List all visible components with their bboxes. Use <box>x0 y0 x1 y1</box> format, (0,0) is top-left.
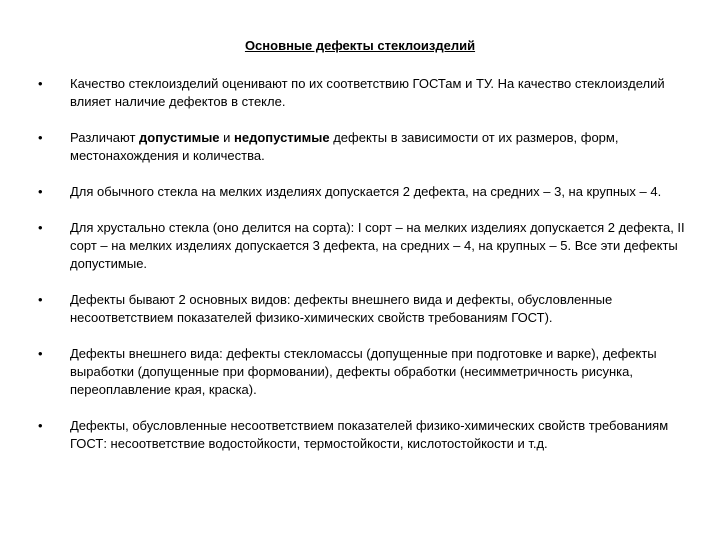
bullet-text: Дефекты, обусловленные несоответствием показателей физико-химических свойств требованиям ГОСТ: несоответствие водостойкости, термостойкости, кислотостойкости и т.д. <box>70 418 669 451</box>
bullet-item-physchem-defects <box>38 417 688 453</box>
bullet-item-quality <box>38 75 688 111</box>
bullet-text-part: дефекты в зависимости от их размеров, форм, местонахождения и количества. <box>70 130 619 163</box>
bold-term-acceptable: допустимые <box>139 130 220 145</box>
bullet-item-appearance-defects <box>38 345 688 399</box>
bullet-list <box>38 75 688 471</box>
bullet-marker: • <box>38 76 43 91</box>
bullet-text-part: Различают <box>70 130 140 145</box>
bullet-marker: • <box>38 346 43 361</box>
bullet-text: Качество стеклоизделий оценивают по их соответствию ГОСТам и ТУ. На качество стеклоизделий влияет наличие дефектов в стекле. <box>70 76 665 109</box>
bullet-item-ordinary-glass <box>38 183 688 201</box>
slide-title: Основные дефекты стеклоизделий <box>244 38 476 53</box>
bullet-marker: • <box>38 184 43 199</box>
bullet-text: Для хрустально стекла (оно делится на сорта): I сорт – на мелких изделиях допускается 2 дефекта, II сорт – на мелких изделиях допускается 3 дефекта, на средних – 4, на крупных – 5. Все эти дефекты допустимые. <box>70 220 685 271</box>
bullet-text: Дефекты бывают 2 основных видов: дефекты внешнего вида и дефекты, обусловленные несоответствием показателей физико-химических свойств требованиям ГОСТ). <box>70 292 613 325</box>
bullet-text-part: и <box>219 130 235 145</box>
bullet-marker: • <box>38 418 43 433</box>
bullet-marker: • <box>38 292 43 307</box>
bullet-marker: • <box>38 130 43 145</box>
bullet-item-crystal-glass <box>38 219 688 273</box>
bullet-text: Дефекты внешнего вида: дефекты стекломассы (допущенные при подготовке и варке), дефекты выработки (допущенные при формовании), дефекты обработки (несимметричность рисунка, переоплавление края, краска). <box>70 346 657 397</box>
bullet-text: Для обычного стекла на мелких изделиях допускается 2 дефекта, на средних – 3, на крупных – 4. <box>70 184 662 199</box>
bold-term-unacceptable: недопустимые <box>234 130 330 145</box>
bullet-marker: • <box>38 220 43 235</box>
bullet-item-defect-types <box>38 129 688 165</box>
bullet-item-defect-kinds <box>38 291 688 327</box>
